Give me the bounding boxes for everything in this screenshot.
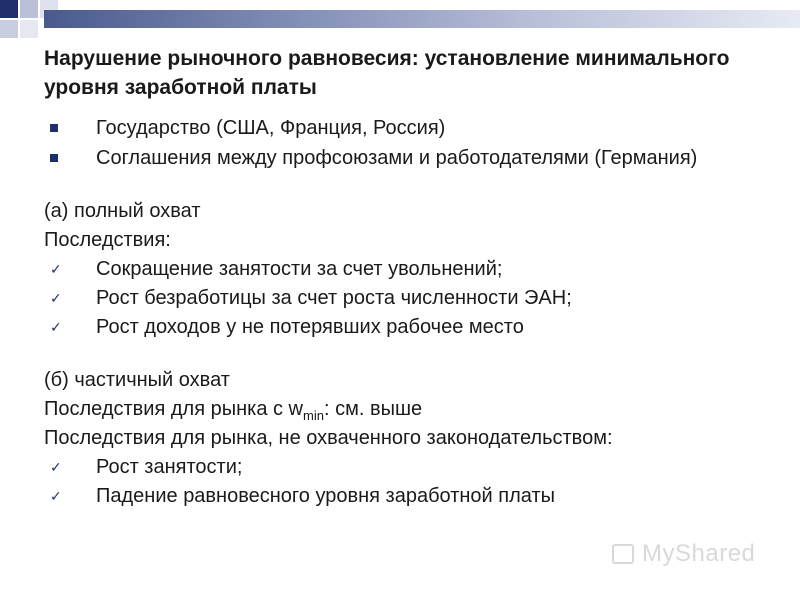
spacer	[44, 339, 774, 368]
check-item	[44, 286, 774, 310]
check-item	[44, 455, 774, 479]
check-item-text: Рост безработицы за счет роста численности ЭАН;	[96, 287, 572, 309]
checkmark-icon: ✓	[50, 319, 62, 335]
watermark	[612, 540, 755, 568]
checkmark-icon: ✓	[50, 290, 62, 306]
section-b-line2: Последствия для рынка, не охваченного законодательством:	[44, 427, 613, 449]
section-a-heading: (а) полный охват	[44, 200, 201, 222]
watermark-text: MyShared	[642, 540, 756, 567]
section-b-heading: (б) частичный охват	[44, 369, 230, 391]
checkmark-icon: ✓	[50, 488, 62, 504]
bullet-text: Государство (США, Франция, Россия)	[96, 117, 446, 139]
check-item	[44, 484, 774, 508]
check-item-text: Рост занятости;	[96, 456, 243, 478]
section-b-line1-sub: min	[303, 408, 324, 423]
decor-square-icon	[0, 0, 18, 18]
section-a-consequences-label: Последствия:	[44, 229, 171, 251]
bullet-text: Соглашения между профсоюзами и работодателями (Германия)	[96, 147, 698, 169]
check-item-text: Сокращение занятости за счет увольнений;	[96, 258, 503, 280]
section-b-line1-prefix: Последствия для рынка с w	[44, 398, 304, 420]
section-b-line1-suffix: : см. выше	[323, 398, 423, 420]
square-bullet-icon	[50, 154, 58, 162]
check-item	[44, 315, 774, 339]
checkmark-icon: ✓	[50, 459, 62, 475]
header-gradient-bar	[44, 10, 800, 28]
bullet-item	[44, 146, 774, 170]
section-b-line1	[44, 397, 774, 421]
check-item	[44, 257, 774, 281]
slide-body	[44, 116, 774, 508]
spacer	[44, 170, 774, 199]
decor-square-icon	[0, 20, 18, 38]
check-item-text: Падение равновесного уровня заработной платы	[96, 485, 555, 507]
check-item-text: Рост доходов у не потерявших рабочее место	[96, 316, 524, 338]
decor-square-icon	[20, 0, 38, 18]
slide-title: Нарушение рыночного равновесия: установление минимального уровня заработной платы	[44, 47, 730, 99]
bullet-item	[44, 116, 774, 140]
decor-square-icon	[20, 20, 38, 38]
checkmark-icon: ✓	[50, 261, 62, 277]
square-bullet-icon	[50, 124, 58, 132]
